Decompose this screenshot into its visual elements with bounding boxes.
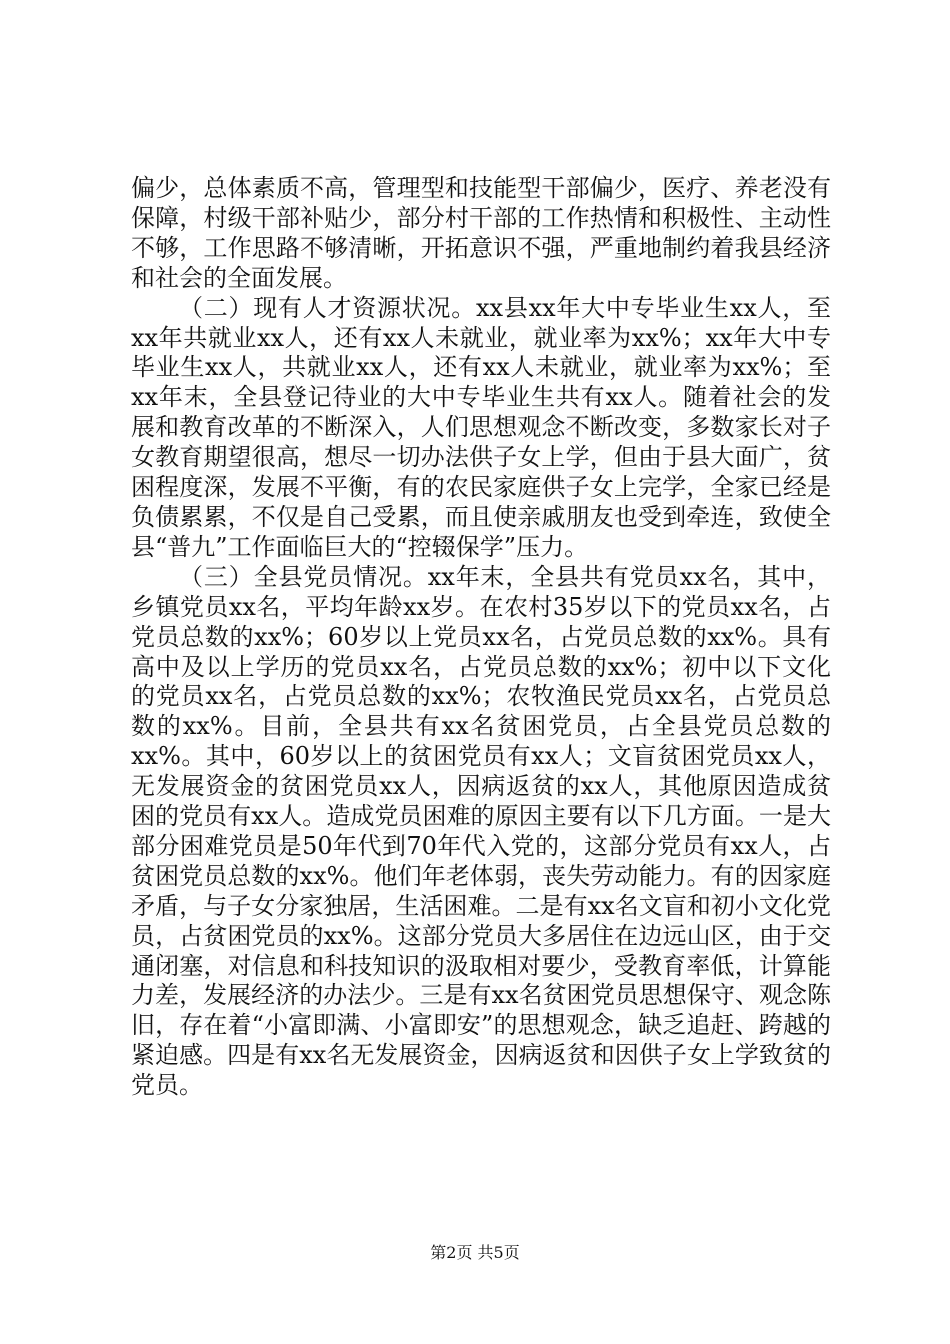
page-number-label: 第2页 共5页 [430,1243,520,1262]
paragraph-continued: 偏少，总体素质不高，管理型和技能型干部偏少，医疗、养老没有保障，村级干部补贴少，部分村干部的工作热情和积极性、主动性不够，工作思路不够清晰，开拓意识不强，严重地制约着我县经济和社会的全面发展。 [131,174,831,292]
page-footer [0,1243,950,1263]
paragraph-talent-resources: （二）现有人才资源状况。xx县xx年大中专毕业生xx人，至xx年共就业xx人，还有xx人未就业，就业率为xx%；xx年大中专毕业生xx人，共就业xx人，还有xx人未就业，就业率为xx%；至xx年末，全县登记待业的大中专毕业生共有xx人。随着社会的发展和教育改革的不断深入，人们思想观念不断改变，多数家长对子女教育期望很高，想尽一切办法供子女上学，但由于县大面广，贫困程度深，发展不平衡，有的农民家庭供子女上完学，全家已经是负债累累，不仅是自己受累，而且使亲戚朋友也受到牵连，致使全县“普九”工作面临巨大的“控辍保学”压力。 [131,293,831,561]
paragraph-party-members: （三）全县党员情况。xx年末，全县共有党员xx名，其中，乡镇党员xx名，平均年龄xx岁。在农村35岁以下的党员xx名，占党员总数的xx%；60岁以上党员xx名，占党员总数的xx%。具有高中及以上学历的党员xx名，占党员总数的xx%；初中以下文化的党员xx名，占党员总数的xx%；农牧渔民党员xx名，占党员总数的xx%。目前，全县共有xx名贫困党员，占全县党员总数的xx%。其中，60岁以上的贫困党员有xx人；文盲贫困党员xx人，无发展资金的贫困党员xx人，因病返贫的xx人，其他原因造成贫困的党员有xx人。造成党员困难的原因主要有以下几方面。一是大部分困难党员是50年代到70年代入党的，这部分党员有xx人，占贫困党员总数的xx%。他们年老体弱，丧失劳动能力。有的因家庭矛盾，与子女分家独居，生活困难。二是有xx名文盲和初小文化党员，占贫困党员的xx%。这部分党员大多居住在边远山区，由于交通闭塞，对信息和科技知识的汲取相对要少，受教育率低，计算能力差，发展经济的办法少。三是有xx名贫困党员思想保守、观念陈旧，存在着“小富即满、小富即安”的思想观念，缺乏追赶、跨越的紧迫感。四是有xx名无发展资金，因病返贫和因供子女上学致贫的党员。 [131,562,831,1100]
document-body [131,174,831,1101]
